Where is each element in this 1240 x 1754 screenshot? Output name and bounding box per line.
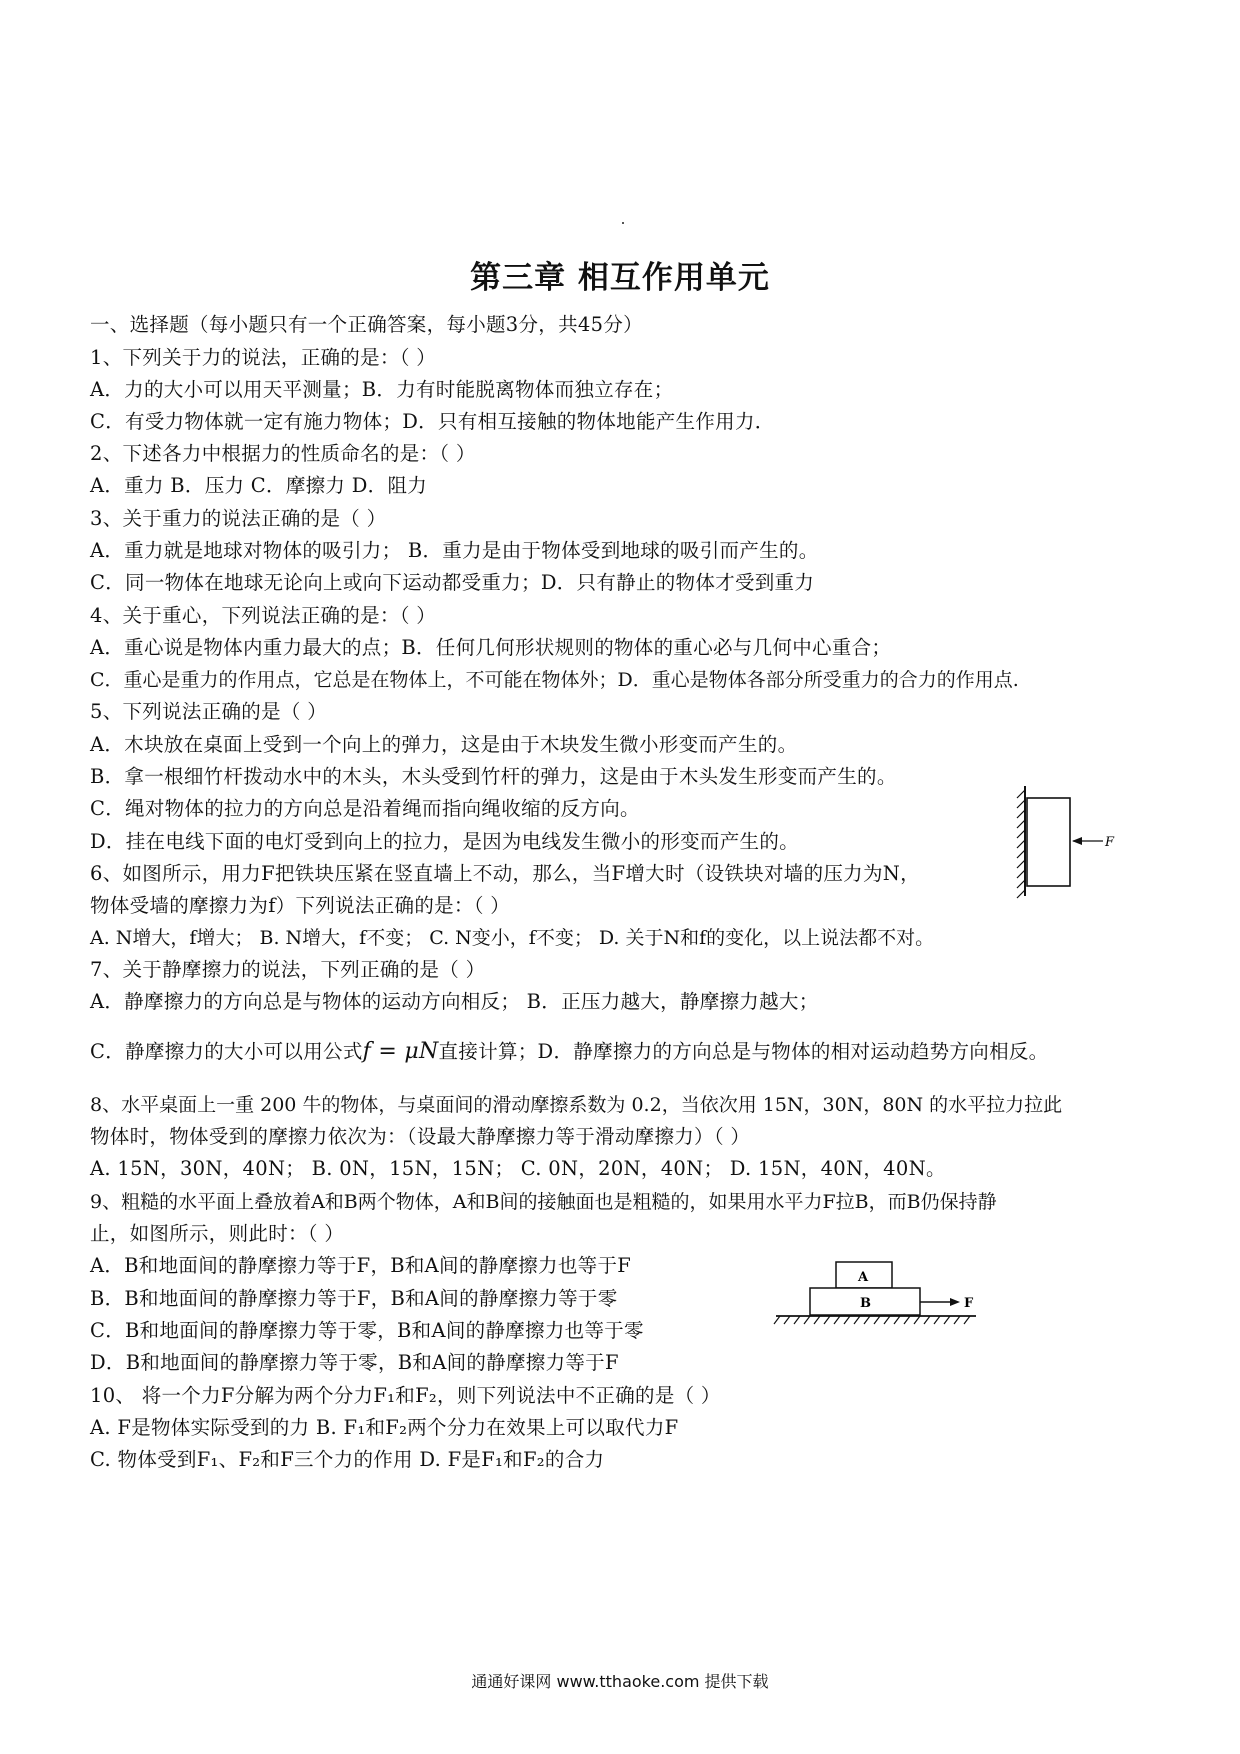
block-a-label: A (858, 1270, 869, 1285)
q5-option-b: B．拿一根细竹杆拨动水中的木头，木头受到竹杆的弹力，这是由于木头发生形变而产生的。 (90, 765, 897, 788)
q1-stem: 1、下列关于力的说法，正确的是：（ ） (90, 346, 437, 369)
q6-stem-1: 6、如图所示，用力F把铁块压紧在竖直墙上不动，那么，当F增大时（设铁块对墙的压力为N， (90, 862, 920, 885)
q7-option-c-prefix: C．静摩擦力的大小可以用公式 (90, 1040, 363, 1063)
block-b-label: B (860, 1296, 871, 1311)
scan-speck (622, 222, 624, 224)
q3-stem: 3、关于重力的说法正确的是（ ） (90, 507, 387, 530)
page-footer: 通通好课网 www.tthaoke.com 提供下载 (471, 1672, 769, 1691)
q5-option-d: D．挂在电线下面的电灯受到向上的拉力，是因为电线发生微小的形变而产生的。 (90, 830, 799, 853)
force-label: F (1105, 835, 1115, 850)
friction-formula: f = μN (362, 1039, 439, 1064)
q7-options-cd (90, 1039, 1048, 1065)
q5-option-a: A．木块放在桌面上受到一个向上的弹力，这是由于木块发生微小形变而产生的。 (90, 733, 798, 756)
q7-stem: 7、关于静摩擦力的说法，下列正确的是（ ） (90, 958, 486, 981)
pull-force-label: F (964, 1296, 974, 1311)
section-heading: 一、选择题（每小题只有一个正确答案，每小题3分，共45分） (90, 313, 643, 336)
q10-options-cd: C. 物体受到F₁、F₂和F三个力的作用 D. F是F₁和F₂的合力 (90, 1448, 605, 1471)
q1-options-cd: C．有受力物体就一定有施力物体；D．只有相互接触的物体地能产生作用力． (90, 410, 775, 433)
ground-hatching (774, 1316, 970, 1324)
q6-options: A. N增大，f增大； B. N增大，f不变； C. N变小，f不变； D. 关于N和f的变化，以上说法都不对。 (90, 927, 935, 949)
q9-option-d: D．B和地面间的静摩擦力等于零，B和A间的静摩擦力等于F (90, 1351, 619, 1374)
q6-stem-2: 物体受墙的摩擦力为f）下列说法正确的是：（ ） (90, 894, 511, 917)
pull-arrowhead (950, 1298, 960, 1306)
q9-option-c: C．B和地面间的静摩擦力等于零，B和A间的静摩擦力也等于零 (90, 1319, 644, 1342)
q7-options-ab: A．静摩擦力的方向总是与物体的运动方向相反； B．正压力越大，静摩擦力越大； (90, 990, 819, 1013)
q8-options: A. 15N，30N，40N； B. 0N，15N，15N； C. 0N，20N，40N； D. 15N，40N，40N。 (90, 1157, 946, 1180)
force-arrowhead (1072, 837, 1082, 845)
q4-options-ab: A．重心说是物体内重力最大的点；B．任何几何形状规则的物体的重心必与几何中心重合； (90, 636, 892, 659)
iron-block (1027, 798, 1070, 886)
q4-stem: 4、关于重心，下列说法正确的是：（ ） (90, 604, 437, 627)
q1-options-ab: A．力的大小可以用天平测量；B．力有时能脱离物体而独立存在； (90, 378, 674, 401)
q9-option-a: A．B和地面间的静摩擦力等于F，B和A间的静摩擦力也等于F (90, 1254, 632, 1277)
wall-hatching (1017, 790, 1025, 898)
q8-stem-2: 物体时，物体受到的摩擦力依次为：（设最大静摩擦力等于滑动摩擦力）（ ） (90, 1125, 751, 1148)
page-title: 第三章 相互作用单元 (470, 260, 770, 296)
q8-stem-1: 8、水平桌面上一重 200 牛的物体，与桌面间的滑动摩擦系数为 0.2，当依次用 15N，30N，80N 的水平拉力拉此 (90, 1094, 1063, 1116)
wall-block-figure (1005, 780, 1125, 900)
q5-option-c: C．绳对物体的拉力的方向总是沿着绳而指向绳收缩的反方向。 (90, 797, 640, 820)
q9-stem-1: 9、粗糙的水平面上叠放着A和B两个物体，A和B间的接触面也是粗糙的，如果用水平力F拉B，而B仍保持静 (90, 1191, 997, 1213)
q10-options-ab: A. F是物体实际受到的力 B. F₁和F₂两个分力在效果上可以取代力F (90, 1416, 679, 1439)
q2-stem: 2、下述各力中根据力的性质命名的是：（ ） (90, 442, 476, 465)
q10-stem: 10、 将一个力F分解为两个分力F₁和F₂，则下列说法中不正确的是（ ） (90, 1384, 721, 1407)
q9-stem-2: 止，如图所示，则此时：（ ） (90, 1222, 345, 1245)
q9-option-b: B．B和地面间的静摩擦力等于F，B和A间的静摩擦力等于零 (90, 1287, 618, 1310)
q3-options-ab: A．重力就是地球对物体的吸引力； B．重力是由于物体受到地球的吸引而产生的。 (90, 539, 819, 562)
q4-options-cd: C．重心是重力的作用点，它总是在物体上，不可能在物体外；D．重心是物体各部分所受重力的合力的作用点. (90, 669, 1019, 691)
q7-option-c-suffix: 直接计算；D．静摩擦力的方向总是与物体的相对运动趋势方向相反。 (438, 1040, 1049, 1063)
q2-options: A．重力 B．压力 C．摩擦力 D．阻力 (90, 474, 428, 497)
stacked-blocks-figure (770, 1258, 990, 1338)
q5-stem: 5、下列说法正确的是（ ） (90, 700, 328, 723)
q3-options-cd: C．同一物体在地球无论向上或向下运动都受重力；D．只有静止的物体才受到重力 (90, 571, 815, 594)
